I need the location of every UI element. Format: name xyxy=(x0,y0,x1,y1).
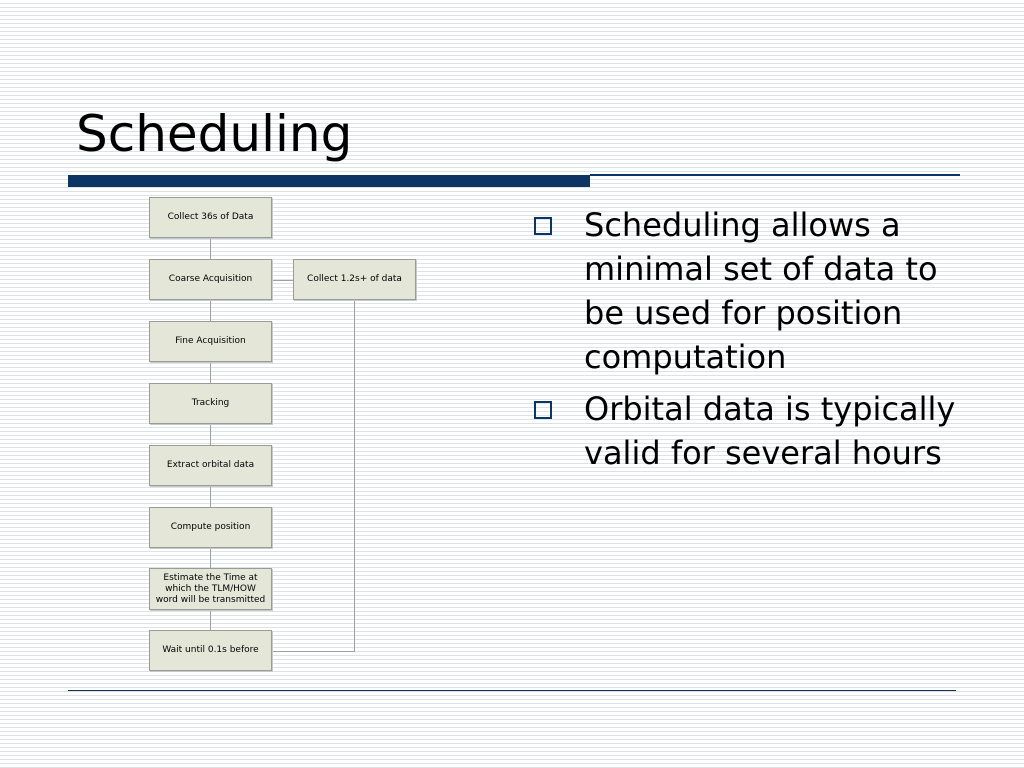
bullet-item xyxy=(534,203,974,379)
bullet-text: Orbital data is typically valid for several hours xyxy=(584,390,956,472)
slide-title: Scheduling xyxy=(76,105,353,163)
flow-node-fine-acquisition: Fine Acquisition xyxy=(149,321,272,362)
title-underline-thick xyxy=(68,175,590,187)
square-bullet-icon xyxy=(534,217,552,235)
connector-branch-return xyxy=(272,300,355,652)
bullet-item xyxy=(534,387,974,475)
title-underline-thin xyxy=(590,174,960,176)
footer-divider xyxy=(68,690,956,691)
square-bullet-icon xyxy=(534,401,552,419)
flow-node-coarse-acquisition: Coarse Acquisition xyxy=(149,259,272,300)
flow-node-estimate-time: Estimate the Time at which the TLM/HOW word will be transmitted xyxy=(149,568,272,610)
flow-node-compute-position: Compute position xyxy=(149,507,272,548)
flow-node-collect-1-2s: Collect 1.2s+ of data xyxy=(293,259,416,300)
flow-node-tracking: Tracking xyxy=(149,383,272,424)
flow-node-collect-36s: Collect 36s of Data xyxy=(149,197,272,238)
bullet-list xyxy=(534,203,974,483)
flow-node-wait: Wait until 0.1s before xyxy=(149,630,272,671)
bullet-text: Scheduling allows a minimal set of data to be used for position computation xyxy=(584,206,938,376)
flow-node-extract-orbital-data: Extract orbital data xyxy=(149,445,272,486)
